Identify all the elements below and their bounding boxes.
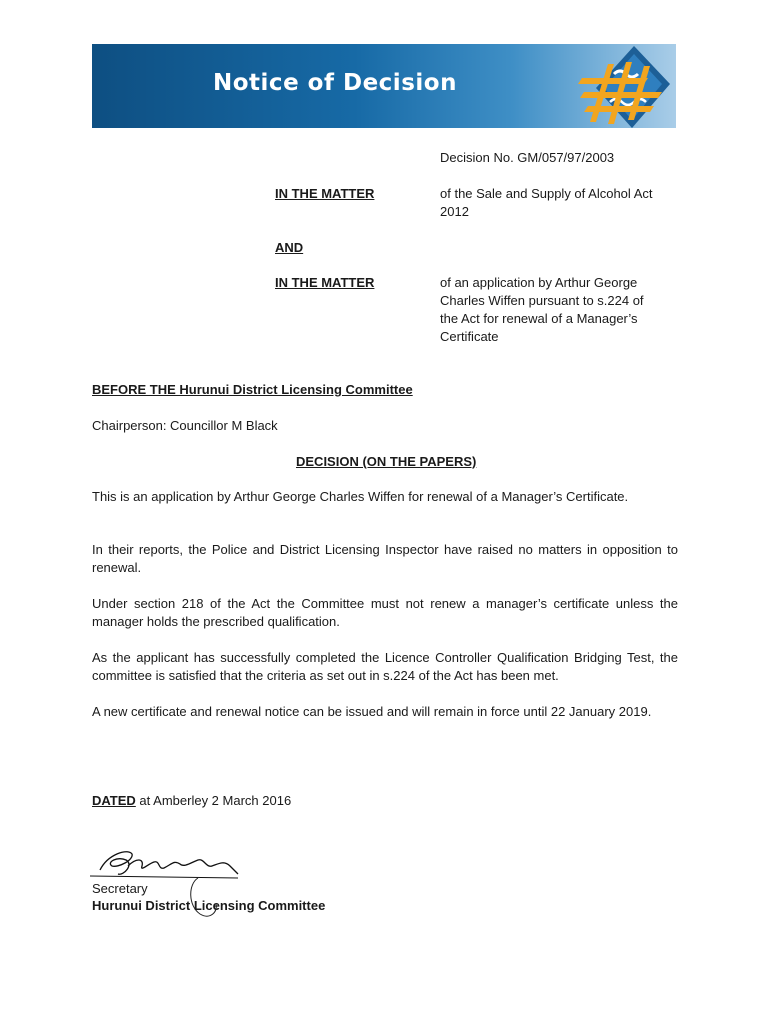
matter-2-label: IN THE MATTER	[275, 275, 375, 290]
matter-2-text-line2: Charles Wiffen pursuant to s.224 of	[440, 293, 644, 308]
matter-1-label: IN THE MATTER	[275, 186, 375, 201]
and-label: AND	[275, 240, 304, 255]
before-committee-heading: BEFORE THE Hurunui District Licensing Committee	[92, 382, 413, 397]
dated-line	[92, 792, 291, 810]
matter-2-text-line4: Certificate	[440, 329, 499, 344]
matter-1-text-line1: of the Sale and Supply of Alcohol Act	[440, 186, 653, 201]
paragraph-3: Under section 218 of the Act the Committee must not renew a manager’s certificate unless the manager holds the prescribed qualification.	[92, 596, 678, 629]
paragraph-2: In their reports, the Police and District Licensing Inspector have raised no matters in opposition to renewal.	[92, 542, 678, 575]
header-banner	[92, 44, 676, 128]
chairperson: Chairperson: Councillor M Black	[92, 418, 278, 433]
signatory-role: Secretary	[92, 881, 148, 896]
dated-label: DATED	[92, 793, 136, 808]
matter-1-text-line2: 2012	[440, 204, 469, 219]
decision-number: Decision No. GM/057/97/2003	[440, 150, 615, 165]
matter-2-text-line1: of an application by Arthur George	[440, 275, 638, 290]
matter-2-text-line3: the Act for renewal of a Manager’s	[440, 311, 638, 326]
page-title: Notice of Decision	[213, 70, 457, 96]
hurunui-district-logo-icon	[574, 44, 672, 128]
paragraph-1: This is an application by Arthur George Charles Wiffen for renewal of a Manager’s Certificate.	[92, 489, 629, 504]
signatory-organisation: Hurunui District Licensing Committee	[92, 898, 326, 913]
paragraph-5: A new certificate and renewal notice can be issued and will remain in force until 22 January 2019.	[92, 704, 652, 719]
paragraph-4: As the applicant has successfully completed the Licence Controller Qualification Bridging Test, the committee is satisfied that the criteria as set out in s.224 of the Act has been met.	[92, 650, 678, 683]
dated-text: at Amberley 2 March 2016	[135, 793, 292, 808]
decision-heading: DECISION (ON THE PAPERS)	[296, 454, 477, 469]
